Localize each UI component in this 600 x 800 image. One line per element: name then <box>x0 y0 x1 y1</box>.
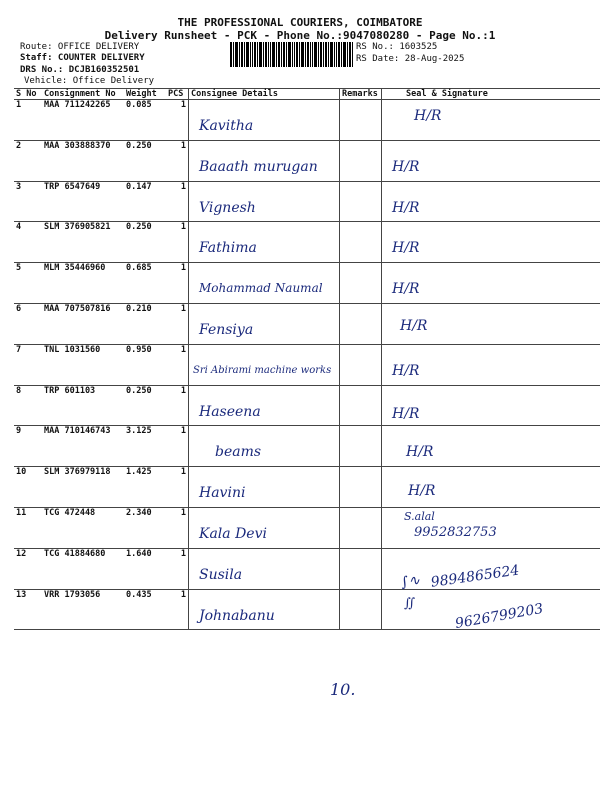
row-sno: 8 <box>14 385 42 426</box>
table-row <box>14 303 600 344</box>
row-remarks <box>340 344 382 385</box>
row-seal <box>382 344 600 385</box>
rs-date: RS Date: 28-Aug-2025 <box>356 54 465 64</box>
table-row <box>14 181 600 222</box>
row-consignment: SLM 376979118 <box>42 467 124 508</box>
row-consignment: TRP 601103 <box>42 385 124 426</box>
consignee-handwriting: Haseena <box>199 403 261 420</box>
row-sno: 11 <box>14 507 42 548</box>
row-sno: 4 <box>14 222 42 263</box>
row-pcs: 1 <box>166 222 189 263</box>
table-row <box>14 222 600 263</box>
row-sno: 9 <box>14 426 42 467</box>
col-pcs-header: PCS <box>166 89 189 100</box>
row-seal <box>382 548 600 589</box>
table-row <box>14 426 600 467</box>
row-seal <box>382 140 600 181</box>
seal-handwriting: H/R <box>400 317 428 334</box>
col-consignee-header: Consignee Details <box>189 89 340 100</box>
table-row <box>14 100 600 141</box>
row-pcs: 1 <box>166 263 189 304</box>
row-pcs: 1 <box>166 140 189 181</box>
row-weight: 3.125 <box>124 426 166 467</box>
seal-handwriting: H/R <box>406 444 434 461</box>
row-pcs: 1 <box>166 303 189 344</box>
row-sno: 3 <box>14 181 42 222</box>
drs-number: DRS No.: DCJB160352501 <box>20 65 140 75</box>
row-pcs: 1 <box>166 467 189 508</box>
row-sno: 7 <box>14 344 42 385</box>
row-consignee <box>189 507 340 548</box>
row-sno: 1 <box>14 100 42 141</box>
table-row <box>14 344 600 385</box>
row-pcs: 1 <box>166 426 189 467</box>
row-weight: 2.340 <box>124 507 166 548</box>
row-weight: 0.210 <box>124 303 166 344</box>
row-remarks <box>340 100 382 141</box>
seal-handwriting: H/R <box>392 158 420 175</box>
table-header-row <box>14 89 600 100</box>
signature-scribble: ∫∿ <box>400 572 422 591</box>
row-weight: 1.640 <box>124 548 166 589</box>
consignee-handwriting: Sri Abirami machine works <box>193 364 332 376</box>
row-consignee <box>189 344 340 385</box>
col-weight-header: Weight <box>124 89 166 100</box>
consignee-handwriting: Fensiya <box>199 321 254 338</box>
row-weight: 0.250 <box>124 222 166 263</box>
seal-handwriting: H/R <box>414 108 442 124</box>
row-sno: 2 <box>14 140 42 181</box>
row-remarks <box>340 181 382 222</box>
row-seal <box>382 507 600 548</box>
row-weight: 0.147 <box>124 181 166 222</box>
table-row <box>14 263 600 304</box>
table-row <box>14 385 600 426</box>
signature-handwriting: S.alal <box>404 509 435 523</box>
row-consignment: MAA 303888370 <box>42 140 124 181</box>
row-consignee <box>189 589 340 630</box>
staff-label: Staff: COUNTER DELIVERY <box>20 53 145 63</box>
phone-handwriting: 9894865624 <box>429 562 521 591</box>
seal-handwriting: H/R <box>392 281 420 298</box>
row-remarks <box>340 589 382 630</box>
consignee-handwriting: Johnabanu <box>199 607 275 624</box>
row-weight: 0.085 <box>124 100 166 141</box>
row-remarks <box>340 263 382 304</box>
table-row <box>14 589 600 630</box>
table-row <box>14 548 600 589</box>
row-weight: 1.425 <box>124 467 166 508</box>
seal-handwriting: H/R <box>408 483 436 500</box>
col-sno-header: S No <box>14 89 42 100</box>
row-pcs: 1 <box>166 100 189 141</box>
row-consignee <box>189 140 340 181</box>
row-weight: 0.950 <box>124 344 166 385</box>
row-remarks <box>340 467 382 508</box>
row-sno: 5 <box>14 263 42 304</box>
row-seal <box>382 181 600 222</box>
signature-scribble: ∬ <box>404 595 416 611</box>
row-consignee <box>189 303 340 344</box>
row-consignment: TNL 1031560 <box>42 344 124 385</box>
row-sno: 6 <box>14 303 42 344</box>
row-consignee <box>189 385 340 426</box>
row-weight: 0.685 <box>124 263 166 304</box>
row-consignee <box>189 181 340 222</box>
rs-number: RS No.: 1603525 <box>356 42 438 52</box>
row-consignee <box>189 100 340 141</box>
row-sno: 12 <box>14 548 42 589</box>
consignee-handwriting: Fathima <box>199 240 257 257</box>
route-label: Route: OFFICE DELIVERY <box>20 42 140 52</box>
row-remarks <box>340 303 382 344</box>
row-consignment: VRR 1793056 <box>42 589 124 630</box>
row-consignment: TCG 472448 <box>42 507 124 548</box>
consignee-handwriting: Mohammad Naumal <box>199 281 323 296</box>
row-sno: 10 <box>14 467 42 508</box>
row-seal <box>382 263 600 304</box>
row-consignment: TRP 6547649 <box>42 181 124 222</box>
table-row <box>14 140 600 181</box>
row-weight: 0.250 <box>124 140 166 181</box>
phone-handwriting: 9952832753 <box>414 524 497 540</box>
row-consignee <box>189 467 340 508</box>
row-remarks <box>340 222 382 263</box>
row-consignee <box>189 222 340 263</box>
row-remarks <box>340 507 382 548</box>
row-consignment: MLM 35446960 <box>42 263 124 304</box>
row-remarks <box>340 385 382 426</box>
seal-handwriting: H/R <box>392 362 420 379</box>
seal-handwriting: H/R <box>392 405 420 422</box>
vehicle-label: Vehicle: Office Delivery <box>24 76 155 86</box>
seal-handwriting: H/R <box>392 240 420 257</box>
row-consignment: MAA 710146743 <box>42 426 124 467</box>
row-remarks <box>340 426 382 467</box>
consignee-handwriting: beams <box>215 444 262 461</box>
row-pcs: 1 <box>166 548 189 589</box>
row-seal <box>382 303 600 344</box>
seal-handwriting: H/R <box>392 199 420 216</box>
total-count-handwriting: 10. <box>330 680 356 699</box>
row-pcs: 1 <box>166 385 189 426</box>
row-remarks <box>340 140 382 181</box>
consignee-handwriting: Vignesh <box>199 199 256 216</box>
row-pcs: 1 <box>166 507 189 548</box>
row-consignment: MAA 711242265 <box>42 100 124 141</box>
row-seal <box>382 385 600 426</box>
consignee-handwriting: Kavitha <box>199 118 254 134</box>
table-row <box>14 467 600 508</box>
row-seal <box>382 222 600 263</box>
barcode-icon <box>230 42 353 67</box>
company-title: THE PROFESSIONAL COURIERS, COIMBATORE <box>177 16 423 29</box>
consignee-handwriting: Baaath murugan <box>199 158 318 175</box>
row-seal <box>382 426 600 467</box>
row-consignment: TCG 41884680 <box>42 548 124 589</box>
row-weight: 0.435 <box>124 589 166 630</box>
row-remarks <box>340 548 382 589</box>
consignee-handwriting: Kala Devi <box>199 525 267 542</box>
consignee-handwriting: Havini <box>199 485 246 502</box>
runsheet-subtitle: Delivery Runsheet - PCK - Phone No.:9047080280 - Page No.:1 <box>104 29 496 42</box>
phone-handwriting: 9626799203 <box>453 600 545 632</box>
row-sno: 13 <box>14 589 42 630</box>
col-remarks-header: Remarks <box>340 89 382 100</box>
row-seal <box>382 589 600 630</box>
row-consignee <box>189 548 340 589</box>
row-pcs: 1 <box>166 181 189 222</box>
row-weight: 0.250 <box>124 385 166 426</box>
row-pcs: 1 <box>166 589 189 630</box>
row-seal <box>382 100 600 141</box>
row-consignee <box>189 263 340 304</box>
table-row <box>14 507 600 548</box>
col-consignment-header: Consignment No <box>42 89 124 100</box>
runsheet-table <box>14 88 600 630</box>
row-seal <box>382 467 600 508</box>
row-consignee <box>189 426 340 467</box>
row-consignment: SLM 376905821 <box>42 222 124 263</box>
row-consignment: MAA 707507816 <box>42 303 124 344</box>
col-seal-header: Seal & Signature <box>382 89 600 100</box>
consignee-handwriting: Susila <box>199 566 243 583</box>
row-pcs: 1 <box>166 344 189 385</box>
